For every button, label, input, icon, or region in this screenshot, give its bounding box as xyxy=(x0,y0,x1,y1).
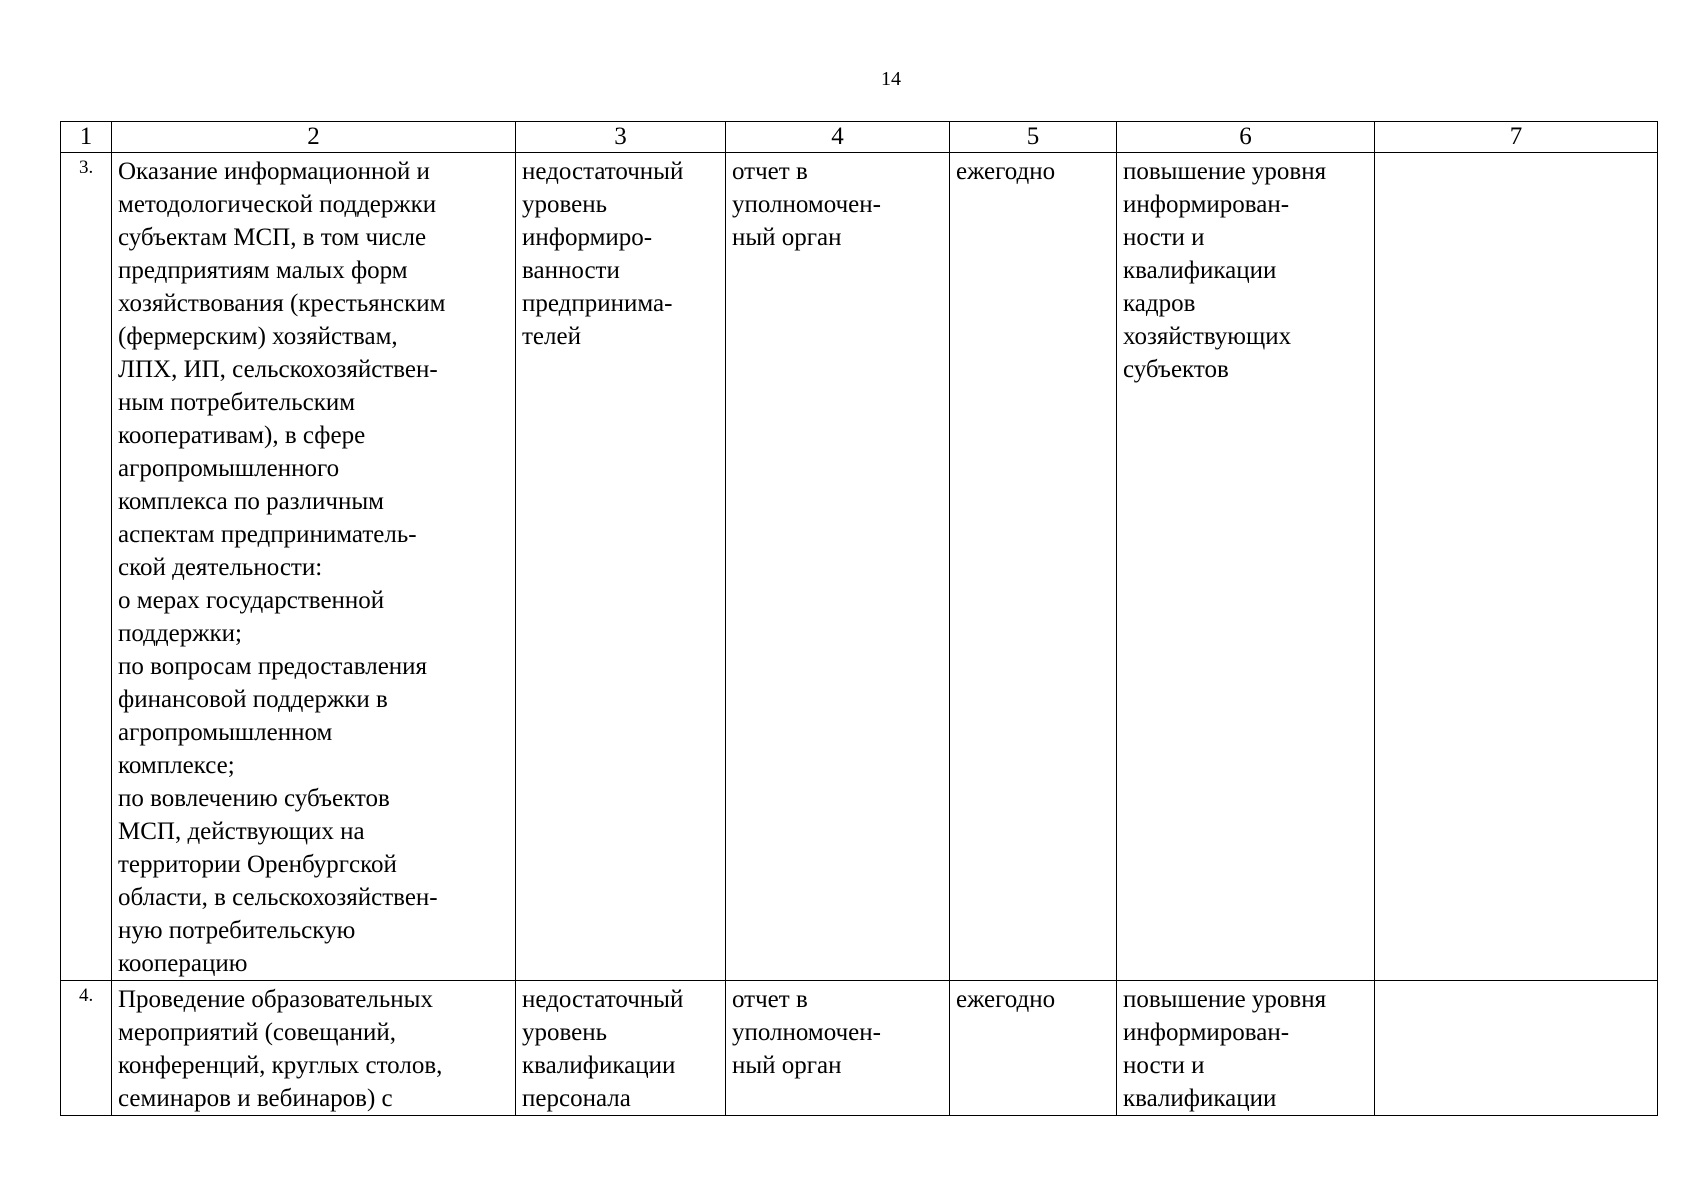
cell-line: квалификации xyxy=(1123,1085,1277,1112)
cell-line: предприятиям малых форм xyxy=(118,257,408,284)
period-cell xyxy=(950,153,1117,981)
result-cell xyxy=(1117,153,1375,981)
measure-cell xyxy=(112,153,516,981)
cell-line: телей xyxy=(522,323,581,350)
cell-line: ежегодно xyxy=(956,986,1056,1013)
table-header-row xyxy=(61,122,1658,153)
period-cell xyxy=(950,981,1117,1116)
cell-line: недостаточный xyxy=(522,986,684,1013)
cell-line: по вовлечению субъектов xyxy=(118,785,390,812)
cell-line: кооперативам), в сфере xyxy=(118,422,366,449)
cell-line: территории Оренбургской xyxy=(118,851,397,878)
table-row xyxy=(61,153,1658,981)
cell-line: мероприятий (совещаний, xyxy=(118,1019,397,1046)
cell-line: субъектам МСП, в том числе xyxy=(118,224,427,251)
column-header-4: 4 xyxy=(726,122,950,153)
cell-line: ЛПХ, ИП, сельскохозяйствен- xyxy=(118,356,438,383)
column-header-3: 3 xyxy=(516,122,726,153)
cell-line: агропромышленного xyxy=(118,455,340,482)
cell-line: квалификации xyxy=(1123,257,1277,284)
cell-line: уполномочен- xyxy=(732,191,881,218)
cell-line: конференций, круглых столов, xyxy=(118,1052,443,1079)
cell-line: информирован- xyxy=(1123,1019,1290,1046)
cell-line: о мерах государственной xyxy=(118,587,385,614)
cell-line: информирован- xyxy=(1123,191,1290,218)
cell-line: семинаров и вебинаров) с xyxy=(118,1085,393,1112)
cell-line: области, в сельскохозяйствен- xyxy=(118,884,438,911)
cell-line: кадров xyxy=(1123,290,1196,317)
problem-cell xyxy=(516,981,726,1116)
table-row xyxy=(61,981,1658,1116)
cell-line: ным потребительским xyxy=(118,389,356,416)
result-cell xyxy=(1117,981,1375,1116)
note-cell xyxy=(1375,981,1658,1116)
cell-line: отчет в xyxy=(732,158,808,185)
cell-line: уполномочен- xyxy=(732,1019,881,1046)
cell-line: кооперацию xyxy=(118,950,248,977)
cell-line: хозяйствующих xyxy=(1123,323,1292,350)
cell-line: ности и xyxy=(1123,224,1205,251)
column-header-7: 7 xyxy=(1375,122,1658,153)
row-number: 3. xyxy=(61,153,112,981)
cell-line: персонала xyxy=(522,1085,631,1112)
note-cell xyxy=(1375,153,1658,981)
cell-line: Оказание информационной и xyxy=(118,158,430,185)
cell-line: недостаточный xyxy=(522,158,684,185)
cell-line: комплексе; xyxy=(118,752,235,779)
cell-line: Проведение образовательных xyxy=(118,986,433,1013)
report-cell xyxy=(726,981,950,1116)
cell-line: (фермерским) хозяйствам, xyxy=(118,323,398,350)
report-cell xyxy=(726,153,950,981)
cell-line: повышение уровня xyxy=(1123,158,1327,185)
page-number: 14 xyxy=(881,68,901,90)
cell-line: ской деятельности: xyxy=(118,554,323,581)
cell-line: ный орган xyxy=(732,1052,842,1079)
cell-line: МСП, действующих на xyxy=(118,818,365,845)
cell-line: методологической поддержки xyxy=(118,191,437,218)
column-header-6: 6 xyxy=(1117,122,1375,153)
cell-line: ную потребительскую xyxy=(118,917,356,944)
cell-line: отчет в xyxy=(732,986,808,1013)
cell-line: повышение уровня xyxy=(1123,986,1327,1013)
column-header-2: 2 xyxy=(112,122,516,153)
cell-line: квалификации xyxy=(522,1052,676,1079)
cell-line: уровень xyxy=(522,1019,608,1046)
cell-line: финансовой поддержки в xyxy=(118,686,388,713)
row-number: 4. xyxy=(61,981,112,1116)
cell-line: предпринима- xyxy=(522,290,673,317)
cell-line: информиро- xyxy=(522,224,653,251)
measures-table xyxy=(60,121,1658,1116)
column-header-5: 5 xyxy=(950,122,1117,153)
cell-line: аспектам предприниматель- xyxy=(118,521,417,548)
cell-line: поддержки; xyxy=(118,620,242,647)
column-header-1: 1 xyxy=(61,122,112,153)
cell-line: агропромышленном xyxy=(118,719,333,746)
cell-line: ности и xyxy=(1123,1052,1205,1079)
cell-line: субъектов xyxy=(1123,356,1229,383)
cell-line: ный орган xyxy=(732,224,842,251)
cell-line: хозяйствования (крестьянским xyxy=(118,290,446,317)
cell-line: уровень xyxy=(522,191,608,218)
cell-line: по вопросам предоставления xyxy=(118,653,428,680)
cell-line: ежегодно xyxy=(956,158,1056,185)
measure-cell xyxy=(112,981,516,1116)
problem-cell xyxy=(516,153,726,981)
cell-line: комплекса по различным xyxy=(118,488,384,515)
cell-line: ванности xyxy=(522,257,620,284)
